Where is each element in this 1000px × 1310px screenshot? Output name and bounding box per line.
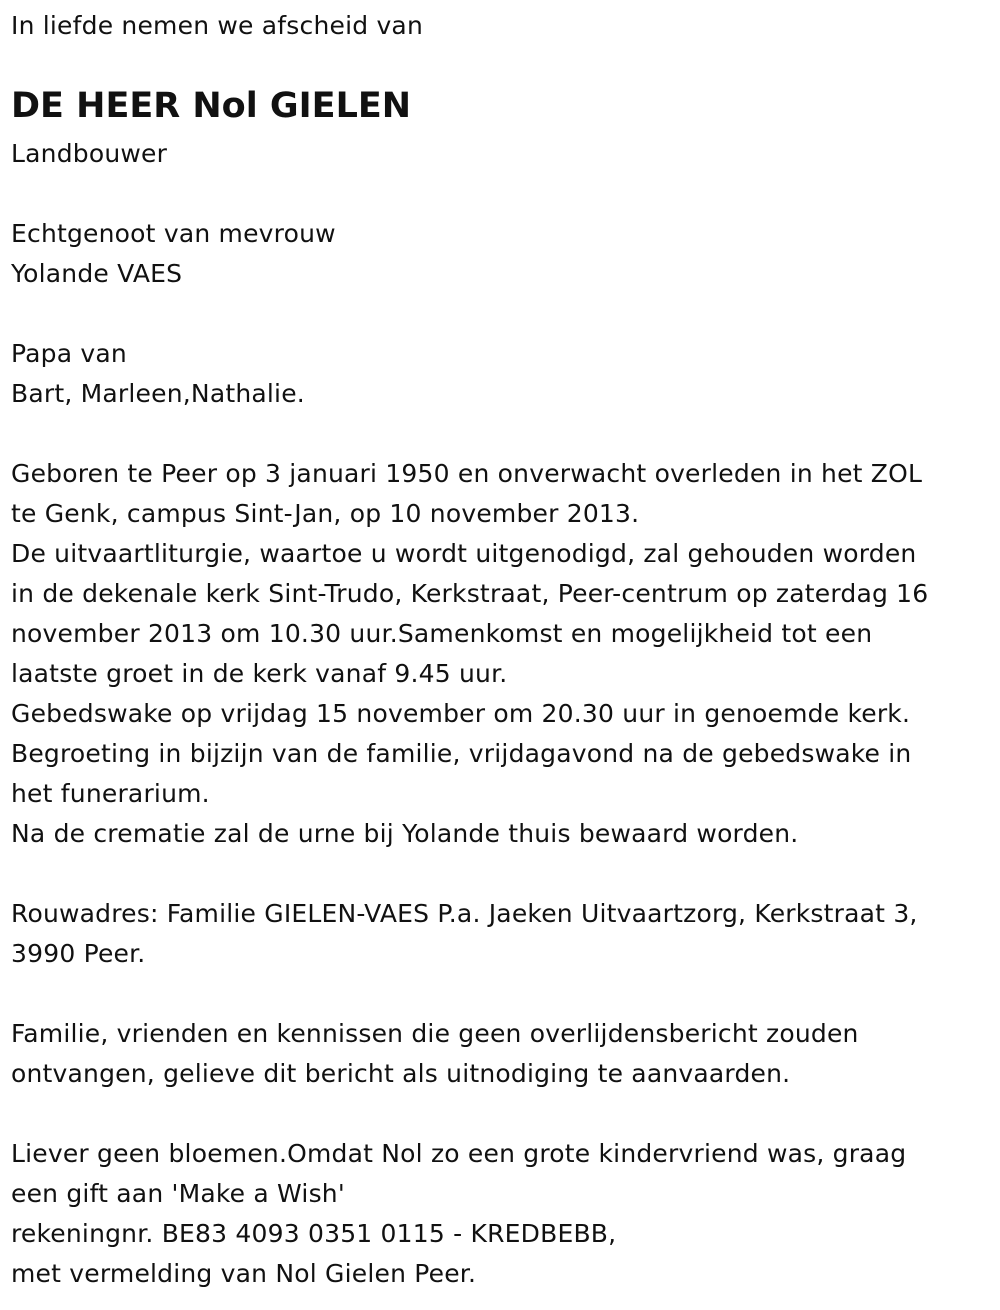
details-line: in de dekenale kerk Sint-Trudo, Kerkstraat, Peer-centrum op zaterdag 16 [11,579,929,608]
address-paragraph [11,894,986,974]
intro-text: In liefde nemen we afscheid van [11,11,423,40]
spacer [11,854,986,894]
details-line: te Genk, campus Sint-Jan, op 10 november 2013. [11,499,640,528]
deceased-name: DE HEER Nol GIELEN [11,86,412,126]
details-line: Begroeting in bijzijn van de familie, vrijdagavond na de gebedswake in [11,739,912,768]
details-line: De uitvaartliturgie, waartoe u wordt uitgenodigd, zal gehouden worden [11,539,917,568]
spacer [11,1094,986,1134]
obituary-document [11,6,986,1294]
flowers-line: rekeningnr. BE83 4093 0351 0115 - KREDBEBB, [11,1219,617,1248]
spacer [11,974,986,1014]
details-line: Geboren te Peer op 3 januari 1950 en onverwacht overleden in het ZOL [11,459,923,488]
spacer [11,174,986,214]
flowers-line: een gift aan 'Make a Wish' [11,1179,345,1208]
occupation-text: Landbouwer [11,139,168,168]
spouse-line-1: Echtgenoot van mevrouw [11,219,336,248]
details-line: Na de crematie zal de urne bij Yolande thuis bewaard worden. [11,819,799,848]
children-line-1: Papa van [11,339,127,368]
flowers-paragraph [11,1134,986,1294]
spouse-line-2: Yolande VAES [11,259,183,288]
details-line: Gebedswake op vrijdag 15 november om 20.30 uur in genoemde kerk. [11,699,911,728]
invitation-line: ontvangen, gelieve dit bericht als uitnodiging te aanvaarden. [11,1059,791,1088]
details-line: laatste groet in de kerk vanaf 9.45 uur. [11,659,508,688]
details-line: het funerarium. [11,779,210,808]
address-line: Rouwadres: Familie GIELEN-VAES P.a. Jaeken Uitvaartzorg, Kerkstraat 3, [11,899,918,928]
address-line: 3990 Peer. [11,939,146,968]
spacer [11,294,986,334]
details-paragraph [11,454,986,854]
flowers-line: Liever geen bloemen.Omdat Nol zo een grote kindervriend was, graag [11,1139,907,1168]
invitation-line: Familie, vrienden en kennissen die geen overlijdensbericht zouden [11,1019,859,1048]
details-line: november 2013 om 10.30 uur.Samenkomst en mogelijkheid tot een [11,619,873,648]
invitation-paragraph [11,1014,986,1094]
children-line-2: Bart, Marleen,Nathalie. [11,379,305,408]
spacer [11,414,986,454]
flowers-line: met vermelding van Nol Gielen Peer. [11,1259,477,1288]
